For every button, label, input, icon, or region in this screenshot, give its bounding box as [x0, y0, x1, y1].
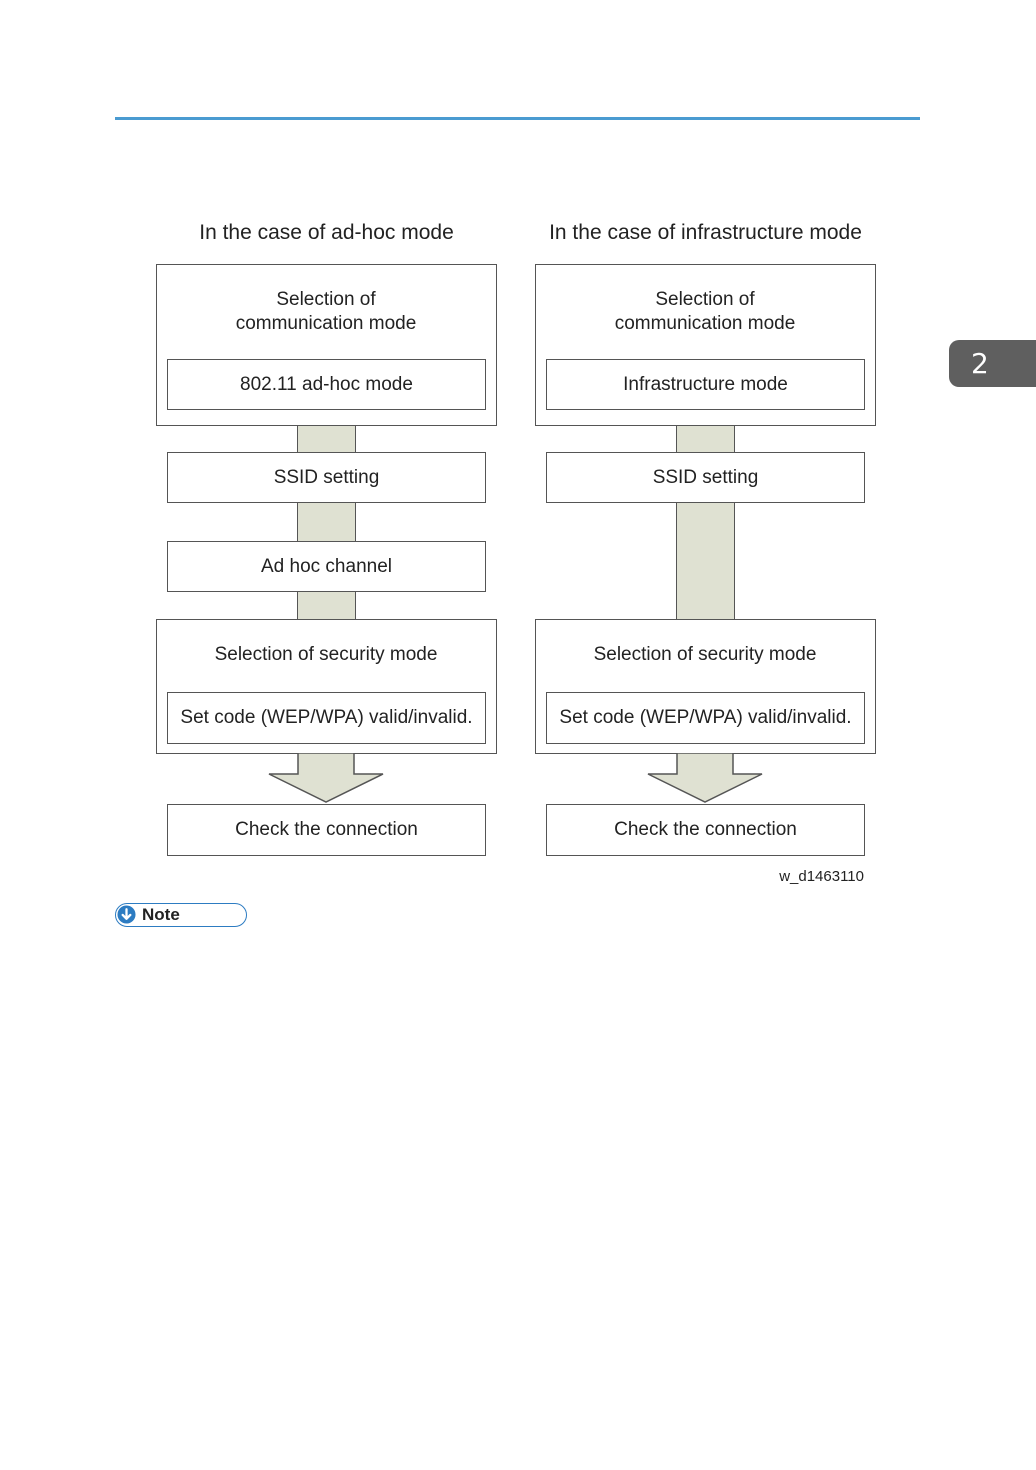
left-connector-1 — [297, 426, 356, 452]
right-column-title: In the case of infrastructure mode — [549, 221, 862, 244]
right-connector-2 — [676, 503, 735, 619]
left-comm-group-title-line2: communication mode — [235, 313, 417, 334]
left-down-arrow — [268, 753, 384, 803]
figure-id: w_d1463110 — [779, 868, 864, 885]
right-comm-group-title-line2: communication mode — [614, 313, 796, 334]
right-ssid-box: SSID setting — [546, 452, 865, 503]
left-security-group-title: Selection of security mode — [214, 644, 438, 665]
left-ssid-box: SSID setting — [167, 452, 486, 503]
note-label: Note — [142, 905, 180, 924]
right-connector-1 — [676, 426, 735, 452]
left-comm-mode-box: 802.11 ad-hoc mode — [167, 359, 486, 410]
left-column-title: In the case of ad-hoc mode — [199, 221, 454, 244]
left-connector-3 — [297, 592, 356, 619]
right-comm-group-title-line1: Selection of — [655, 289, 755, 310]
left-check-connection-box: Check the connection — [167, 804, 486, 856]
left-comm-group-title-line1: Selection of — [276, 289, 376, 310]
right-comm-mode-box: Infrastructure mode — [546, 359, 865, 410]
left-security-setting-box: Set code (WEP/WPA) valid/invalid. — [167, 692, 486, 744]
down-arrow-circle-icon — [117, 905, 136, 924]
chapter-tab[interactable]: 2 — [949, 340, 1036, 387]
header-rule — [115, 117, 920, 120]
right-security-setting-box: Set code (WEP/WPA) valid/invalid. — [546, 692, 865, 744]
left-connector-2 — [297, 503, 356, 541]
right-check-connection-box: Check the connection — [546, 804, 865, 856]
right-down-arrow — [647, 753, 763, 803]
left-channel-box: Ad hoc channel — [167, 541, 486, 592]
right-security-group-title: Selection of security mode — [593, 644, 817, 665]
note-badge — [115, 903, 247, 927]
